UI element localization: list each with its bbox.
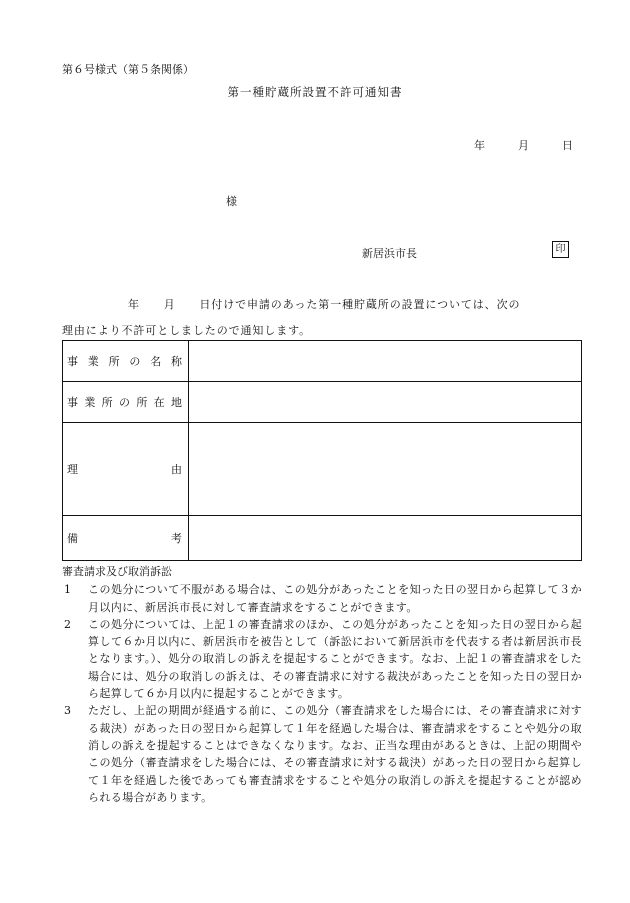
note-text: この処分については、上記１の審査請求のほか、この処分があったことを知った日の翌日から起算して６か月以内に、新居浜市を被告として（訴訟において新居浜市を代表する者は新居浜市長となります。）、処分の取消しの訴えを提起することができます。なお、上記１の審査請求をした場合には、処分の取消しの訴えは、その審査請求に対する裁決があったことを知った日の翌日から起算して６か月以内に提起することができます。 [88, 617, 582, 701]
table-row-reason [63, 422, 581, 515]
table-row-office-name [63, 341, 581, 381]
date-line [474, 137, 573, 153]
note-text: ただし、上記の期間が経過する前に、この処分（審査請求をした場合には、その審査請求に対する裁決）があった日の翌日から起算して１年を経過した場合は、審査請求をすることや処分の取消しの訴えを提起することはできなくなります。なお、正当な理由があるときは、上記の期間やこの処分（審査請求をした場合には、その審査請求に対する裁決）があった日の翌日から起算して１年を経過した後であっても審査請求をすることや処分の取消しの訴えを提起することが認められる場合があります。 [88, 704, 582, 804]
issuer-name: 新居浜市長 [362, 247, 417, 260]
label-office-address: 事業所の所在地 [63, 382, 189, 422]
document-title: 第一種貯蔵所設置不許可通知書 [227, 85, 403, 99]
value-remarks [189, 516, 581, 560]
value-office-name [189, 341, 581, 381]
note-item-1 [62, 581, 582, 616]
table-row-office-address [63, 381, 581, 422]
date-month-label: 月 [518, 139, 529, 152]
note-text: この処分について不服がある場合は、この処分があったことを知った日の翌日から起算して３か月以内に、新居浜市長に対して審査請求をすることができます。 [88, 583, 582, 614]
label-reason [63, 423, 189, 515]
body-line-2: 理由により不許可としましたので通知します。 [62, 324, 312, 337]
label-office-name: 事業所の名称 [63, 341, 189, 381]
note-item-2 [62, 616, 582, 702]
label-remarks-right: 考 [171, 532, 182, 545]
note-number: 2 [64, 617, 71, 631]
appeal-notes [62, 563, 582, 806]
note-number: 1 [64, 583, 71, 597]
label-remarks-left: 備 [67, 532, 78, 545]
details-table [62, 340, 582, 561]
body-line-1: 年 月 日付けで申請のあった第一種貯蔵所の設置については、次の [128, 298, 521, 311]
label-remarks [63, 516, 189, 560]
note-item-3 [62, 702, 582, 806]
date-year-label: 年 [474, 139, 485, 152]
value-reason [189, 423, 581, 515]
table-row-remarks [63, 515, 581, 560]
addressee-suffix: 様 [226, 195, 237, 208]
notes-heading: 審査請求及び取消訴訟 [62, 565, 172, 578]
label-reason-left: 理 [67, 463, 78, 476]
value-office-address [189, 382, 581, 422]
label-reason-right: 由 [171, 463, 182, 476]
date-day-label: 日 [562, 139, 573, 152]
form-number: 第６号様式（第５条関係） [62, 63, 194, 76]
seal-mark: 印 [552, 241, 569, 258]
note-number: 3 [64, 704, 71, 718]
